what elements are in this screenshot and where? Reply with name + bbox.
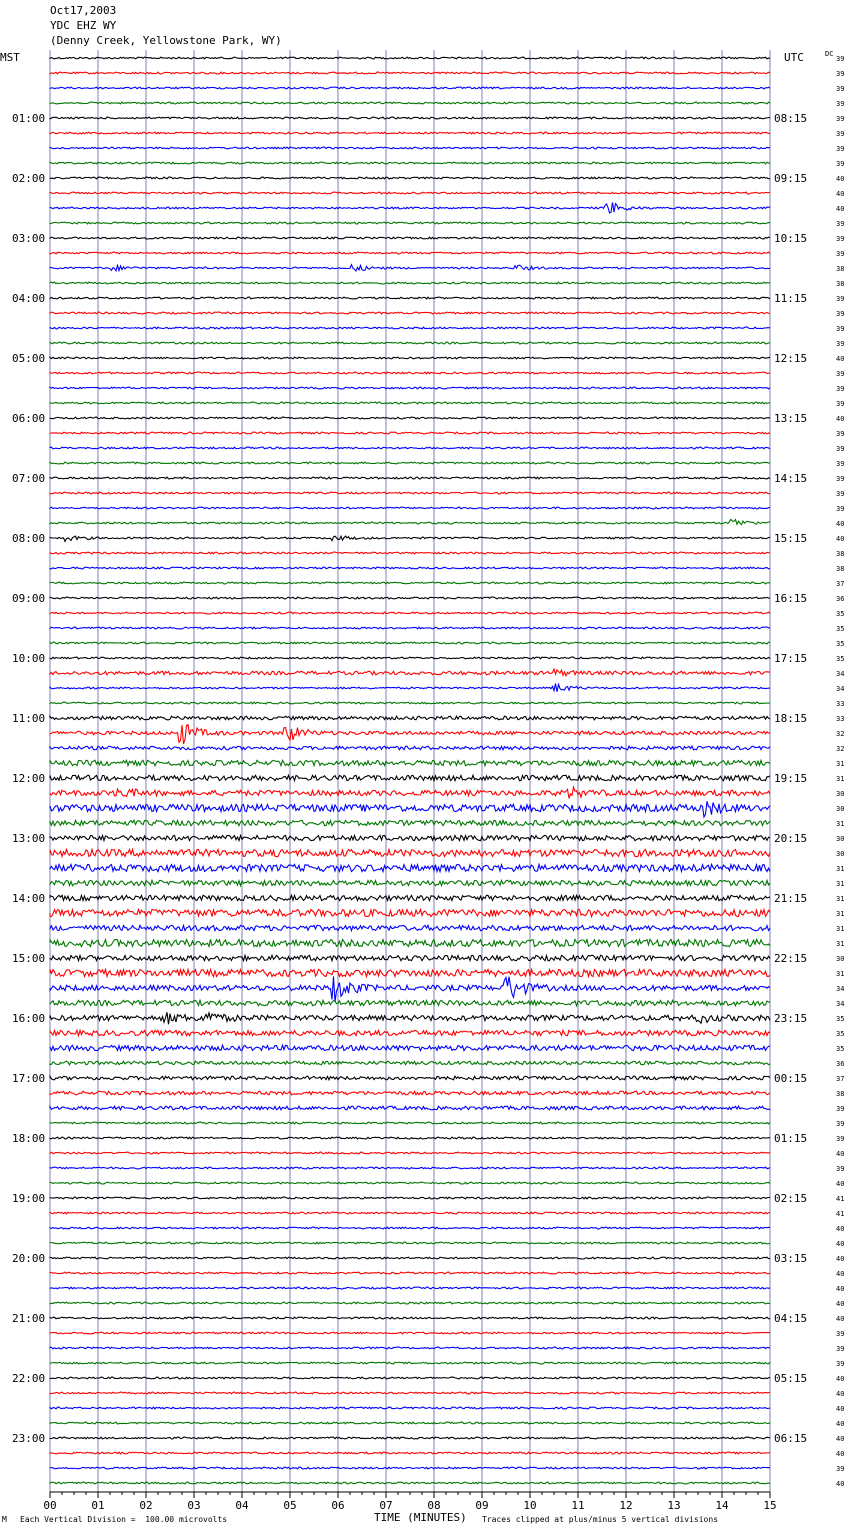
x-tick-label: 10 xyxy=(523,1499,537,1512)
seismic-trace xyxy=(50,536,770,541)
seismic-trace xyxy=(50,657,770,659)
dc-offset-label: 39 xyxy=(836,220,845,228)
seismic-trace xyxy=(50,1000,770,1005)
seismic-trace xyxy=(50,1422,770,1424)
right-hour-label: 11:15 xyxy=(774,292,808,305)
left-hour-label: 15:00 xyxy=(12,952,46,965)
dc-offset-label: 41 xyxy=(836,1195,845,1203)
dc-offset-label: 39 xyxy=(836,100,845,108)
date-label: Oct17,2003 xyxy=(50,4,117,17)
x-tick-label: 09 xyxy=(475,1499,489,1512)
seismic-trace xyxy=(50,1362,770,1364)
seismic-trace xyxy=(50,1302,770,1304)
dc-offset-label: 30 xyxy=(836,955,845,963)
seismic-trace xyxy=(50,1012,770,1024)
left-hour-label: 05:00 xyxy=(12,352,46,365)
seismic-trace xyxy=(50,801,770,817)
x-tick-label: 06 xyxy=(331,1499,345,1512)
dc-offset-label: 39 xyxy=(836,340,845,348)
dc-offset-label: 39 xyxy=(836,295,845,303)
dc-offset-label: 39 xyxy=(836,1465,845,1473)
dc-offset-label: 38 xyxy=(836,280,845,288)
dc-offset-label: 39 xyxy=(836,235,845,243)
x-tick-label: 07 xyxy=(379,1499,393,1512)
seismic-trace xyxy=(50,1242,770,1244)
right-hour-label: 20:15 xyxy=(774,832,808,845)
x-tick-label: 02 xyxy=(139,1499,153,1512)
seismic-trace xyxy=(50,642,770,644)
seismic-trace xyxy=(50,716,770,720)
seismic-trace xyxy=(50,820,770,825)
seismic-trace xyxy=(50,447,770,449)
seismic-trace xyxy=(50,507,770,509)
seismic-trace xyxy=(50,432,770,434)
dc-offset-label: 39 xyxy=(836,70,845,78)
seismic-trace xyxy=(50,372,770,374)
dc-offset-label: 36 xyxy=(836,1060,845,1068)
dc-offset-label: 31 xyxy=(836,760,845,768)
dc-offset-label: 39 xyxy=(836,1165,845,1173)
seismic-trace xyxy=(50,787,770,798)
dc-offset-label: 40 xyxy=(836,355,845,363)
seismic-trace xyxy=(50,684,770,692)
dc-offset-label: 31 xyxy=(836,940,845,948)
dc-offset-label: 34 xyxy=(836,985,845,993)
x-tick-label: 11 xyxy=(571,1499,585,1512)
dc-offset-label: 33 xyxy=(836,715,845,723)
dc-offset-label: 35 xyxy=(836,1015,845,1023)
seismic-trace xyxy=(50,265,770,271)
dc-offset-label: 30 xyxy=(836,805,845,813)
right-hour-label: 15:15 xyxy=(774,532,808,545)
seismic-trace xyxy=(50,1227,770,1229)
seismic-trace xyxy=(50,939,770,946)
x-tick-label: 00 xyxy=(43,1499,57,1512)
right-hour-label: 00:15 xyxy=(774,1072,808,1085)
right-hour-label: 06:15 xyxy=(774,1432,808,1445)
x-tick-label: 03 xyxy=(187,1499,201,1512)
seismic-trace xyxy=(50,102,770,104)
dc-offset-label: 39 xyxy=(836,145,845,153)
seismic-trace xyxy=(50,357,770,359)
seismic-trace xyxy=(50,895,770,900)
seismic-trace xyxy=(50,222,770,224)
dc-offset-label: 39 xyxy=(836,430,845,438)
dc-offset-label: 39 xyxy=(836,250,845,258)
dc-offset-label: 31 xyxy=(836,880,845,888)
left-hour-label: 12:00 xyxy=(12,772,46,785)
right-hour-label: 04:15 xyxy=(774,1312,808,1325)
right-hour-label: 01:15 xyxy=(774,1132,808,1145)
dc-offset-label: 39 xyxy=(836,1120,845,1128)
seismic-trace xyxy=(50,202,770,213)
seismic-trace xyxy=(50,1106,770,1110)
dc-offset-label: 35 xyxy=(836,625,845,633)
dc-offset-label: 39 xyxy=(836,1345,845,1353)
seismic-trace xyxy=(50,1332,770,1334)
seismic-trace xyxy=(50,880,770,885)
seismic-trace xyxy=(50,237,770,239)
dc-offset-label: 39 xyxy=(836,1360,845,1368)
seismic-trace xyxy=(50,955,770,960)
seismic-trace xyxy=(50,162,770,164)
station-label: YDC EHZ WY xyxy=(50,19,117,32)
dc-offset-label: 35 xyxy=(836,1045,845,1053)
dc-offset-label: 39 xyxy=(836,460,845,468)
dc-offset-label: 40 xyxy=(836,1480,845,1488)
dc-offset-label: 35 xyxy=(836,610,845,618)
x-tick-label: 14 xyxy=(715,1499,729,1512)
dc-header-label: DC xyxy=(825,50,834,58)
dc-offset-label: 40 xyxy=(836,1240,845,1248)
dc-offset-label: 39 xyxy=(836,115,845,123)
left-hour-label: 11:00 xyxy=(12,712,46,725)
seismic-trace xyxy=(50,387,770,389)
dc-offset-label: 31 xyxy=(836,895,845,903)
dc-offset-label: 40 xyxy=(836,1435,845,1443)
dc-offset-label: 30 xyxy=(836,850,845,858)
seismic-trace xyxy=(50,1152,770,1154)
dc-offset-label: 39 xyxy=(836,385,845,393)
dc-offset-label: 31 xyxy=(836,865,845,873)
x-tick-label: 04 xyxy=(235,1499,249,1512)
seismic-trace xyxy=(50,252,770,254)
dc-offset-label: 38 xyxy=(836,1090,845,1098)
seismic-trace xyxy=(50,835,770,840)
dc-offset-label: 39 xyxy=(836,160,845,168)
seismic-trace xyxy=(50,775,770,780)
dc-offset-label: 39 xyxy=(836,55,845,63)
right-hour-label: 08:15 xyxy=(774,112,808,125)
dc-offset-label: 39 xyxy=(836,85,845,93)
left-hour-label: 09:00 xyxy=(12,592,46,605)
dc-offset-label: 40 xyxy=(836,1405,845,1413)
dc-offset-label: 40 xyxy=(836,1150,845,1158)
seismic-trace xyxy=(50,702,770,704)
seismic-trace xyxy=(50,312,770,314)
dc-offset-label: 41 xyxy=(836,1210,845,1218)
left-hour-label: 17:00 xyxy=(12,1072,46,1085)
right-hour-label: 13:15 xyxy=(774,412,808,425)
seismic-trace xyxy=(50,117,770,119)
seismic-trace xyxy=(50,1482,770,1484)
x-tick-label: 15 xyxy=(763,1499,777,1512)
right-hour-label: 17:15 xyxy=(774,652,808,665)
dc-offset-label: 36 xyxy=(836,595,845,603)
seismic-trace xyxy=(50,1287,770,1289)
x-tick-label: 01 xyxy=(91,1499,105,1512)
dc-offset-label: 38 xyxy=(836,265,845,273)
dc-offset-label: 30 xyxy=(836,790,845,798)
dc-offset-label: 40 xyxy=(836,1180,845,1188)
seismic-trace xyxy=(50,519,770,524)
right-hour-label: 09:15 xyxy=(774,172,808,185)
seismic-trace xyxy=(50,177,770,179)
seismic-trace xyxy=(50,567,770,569)
dc-offset-label: 39 xyxy=(836,310,845,318)
seismic-trace xyxy=(50,746,770,750)
x-tick-label: 13 xyxy=(667,1499,681,1512)
dc-offset-label: 40 xyxy=(836,1285,845,1293)
dc-offset-label: 35 xyxy=(836,655,845,663)
seismic-trace xyxy=(50,976,770,1002)
seismic-trace xyxy=(50,297,770,299)
left-hour-label: 02:00 xyxy=(12,172,46,185)
seismic-trace xyxy=(50,1061,770,1065)
dc-offset-label: 40 xyxy=(836,1390,845,1398)
dc-offset-label: 37 xyxy=(836,1075,845,1083)
dc-offset-label: 32 xyxy=(836,730,845,738)
seismic-trace xyxy=(50,1091,770,1095)
x-tick-label: 05 xyxy=(283,1499,297,1512)
right-hour-label: 16:15 xyxy=(774,592,808,605)
scale-note: Each Vertical Division = 100.00 microvolts xyxy=(20,1515,228,1524)
seismic-trace xyxy=(50,1347,770,1349)
seismic-trace xyxy=(50,282,770,284)
left-hour-label: 01:00 xyxy=(12,112,46,125)
seismic-trace xyxy=(50,342,770,344)
seismic-trace xyxy=(50,582,770,584)
seismic-trace xyxy=(50,1045,770,1050)
seismic-trace xyxy=(50,1030,770,1035)
seismic-trace xyxy=(50,1182,770,1184)
dc-offset-label: 40 xyxy=(836,1315,845,1323)
seismic-trace xyxy=(50,477,770,479)
dc-offset-label: 31 xyxy=(836,910,845,918)
dc-offset-label: 39 xyxy=(836,490,845,498)
dc-offset-label: 39 xyxy=(836,130,845,138)
seismic-trace xyxy=(50,1452,770,1454)
location-label: (Denny Creek, Yellowstone Park, WY) xyxy=(50,34,282,47)
dc-offset-label: 39 xyxy=(836,325,845,333)
dc-offset-label: 40 xyxy=(836,1255,845,1263)
seismic-trace xyxy=(50,925,770,930)
seismic-trace xyxy=(50,612,770,614)
seismic-trace xyxy=(50,417,770,419)
right-hour-label: 05:15 xyxy=(774,1372,808,1385)
right-hour-label: 10:15 xyxy=(774,232,808,245)
seismic-trace xyxy=(50,627,770,629)
left-hour-label: 03:00 xyxy=(12,232,46,245)
dc-offset-label: 39 xyxy=(836,1135,845,1143)
seismic-trace xyxy=(50,1392,770,1394)
dc-offset-label: 39 xyxy=(836,505,845,513)
seismic-trace xyxy=(50,1212,770,1214)
seismic-trace xyxy=(50,864,770,871)
dc-offset-label: 35 xyxy=(836,1030,845,1038)
dc-offset-label: 39 xyxy=(836,1330,845,1338)
dc-offset-label: 40 xyxy=(836,205,845,213)
right-timezone-label: UTC xyxy=(784,51,804,64)
seismic-trace xyxy=(50,969,770,976)
dc-offset-label: 34 xyxy=(836,670,845,678)
seismic-trace xyxy=(50,909,770,916)
x-tick-label: 12 xyxy=(619,1499,633,1512)
dc-offset-label: 31 xyxy=(836,970,845,978)
seismic-trace xyxy=(50,1257,770,1259)
trace-group xyxy=(50,57,770,1484)
left-hour-label: 06:00 xyxy=(12,412,46,425)
left-hour-label: 14:00 xyxy=(12,892,46,905)
dc-offset-label: 40 xyxy=(836,1420,845,1428)
dc-offset-label: 40 xyxy=(836,175,845,183)
seismic-trace xyxy=(50,1197,770,1199)
dc-offset-label: 39 xyxy=(836,1105,845,1113)
dc-offset-label: 32 xyxy=(836,745,845,753)
left-hour-label: 23:00 xyxy=(12,1432,46,1445)
dc-offset-label: 34 xyxy=(836,685,845,693)
right-hour-label: 12:15 xyxy=(774,352,808,365)
dc-offset-label: 40 xyxy=(836,520,845,528)
seismic-trace xyxy=(50,1122,770,1124)
right-hour-label: 02:15 xyxy=(774,1192,808,1205)
dc-offset-label: 40 xyxy=(836,190,845,198)
left-hour-label: 08:00 xyxy=(12,532,46,545)
dc-offset-label: 40 xyxy=(836,1225,845,1233)
seismic-trace xyxy=(50,1272,770,1274)
dc-offset-label: 31 xyxy=(836,820,845,828)
seismic-trace xyxy=(50,192,770,194)
seismic-trace xyxy=(50,402,770,404)
dc-offset-label: 38 xyxy=(836,565,845,573)
seismic-trace xyxy=(50,492,770,494)
seismic-trace xyxy=(50,760,770,765)
dc-offset-label: 40 xyxy=(836,415,845,423)
left-hour-label: 07:00 xyxy=(12,472,46,485)
dc-offset-label: 40 xyxy=(836,1375,845,1383)
seismic-trace xyxy=(50,132,770,134)
right-hour-label: 03:15 xyxy=(774,1252,808,1265)
seismic-trace xyxy=(50,552,770,554)
dc-offset-label: 39 xyxy=(836,475,845,483)
left-timezone-label: MST xyxy=(0,51,20,64)
x-axis-title: TIME (MINUTES) xyxy=(374,1511,467,1524)
left-hour-label: 19:00 xyxy=(12,1192,46,1205)
left-hour-label: 04:00 xyxy=(12,292,46,305)
seismic-trace xyxy=(50,72,770,74)
seismic-trace xyxy=(50,147,770,149)
dc-offset-label: 31 xyxy=(836,925,845,933)
right-hour-label: 14:15 xyxy=(774,472,808,485)
seismic-trace xyxy=(50,1407,770,1409)
dc-offset-label: 33 xyxy=(836,700,845,708)
dc-offset-label: 39 xyxy=(836,370,845,378)
dc-offset-label: 39 xyxy=(836,400,845,408)
dc-offset-label: 35 xyxy=(836,640,845,648)
dc-offset-label: 40 xyxy=(836,1270,845,1278)
seismic-trace xyxy=(50,327,770,329)
seismic-trace xyxy=(50,462,770,464)
clip-note: Traces clipped at plus/minus 5 vertical divisions xyxy=(482,1515,719,1524)
seismic-trace xyxy=(50,1076,770,1080)
left-hour-label: 16:00 xyxy=(12,1012,46,1025)
dc-offset-label: 38 xyxy=(836,550,845,558)
left-hour-label: 21:00 xyxy=(12,1312,46,1325)
grid-lines xyxy=(50,50,770,1492)
seismic-trace xyxy=(50,1467,770,1469)
seismic-trace xyxy=(50,849,770,856)
dc-offset-label: 40 xyxy=(836,1300,845,1308)
dc-offset-label: 39 xyxy=(836,445,845,453)
right-hour-label: 23:15 xyxy=(774,1012,808,1025)
left-hour-label: 22:00 xyxy=(12,1372,46,1385)
seismic-trace xyxy=(50,669,770,676)
right-hour-label: 18:15 xyxy=(774,712,808,725)
left-hour-label: 18:00 xyxy=(12,1132,46,1145)
seismic-trace xyxy=(50,57,770,59)
x-tick-label: 08 xyxy=(427,1499,441,1512)
seismic-trace xyxy=(50,597,770,599)
left-hour-label: 20:00 xyxy=(12,1252,46,1265)
seismic-trace xyxy=(50,1137,770,1139)
right-hour-label: 21:15 xyxy=(774,892,808,905)
dc-offset-label: 30 xyxy=(836,835,845,843)
dc-offset-label: 31 xyxy=(836,775,845,783)
axis-labels xyxy=(0,50,844,1512)
seismic-trace xyxy=(50,1377,770,1379)
scale-mark: Μ xyxy=(2,1515,7,1524)
dc-offset-label: 40 xyxy=(836,1450,845,1458)
left-hour-label: 13:00 xyxy=(12,832,46,845)
seismic-trace xyxy=(50,1437,770,1439)
seismic-trace xyxy=(50,725,770,744)
dc-offset-label: 34 xyxy=(836,1000,845,1008)
dc-offset-label: 40 xyxy=(836,535,845,543)
seismic-trace xyxy=(50,87,770,89)
left-hour-label: 10:00 xyxy=(12,652,46,665)
seismic-trace xyxy=(50,1317,770,1319)
seismic-trace xyxy=(50,1167,770,1169)
dc-offset-label: 37 xyxy=(836,580,845,588)
right-hour-label: 22:15 xyxy=(774,952,808,965)
right-hour-label: 19:15 xyxy=(774,772,808,785)
